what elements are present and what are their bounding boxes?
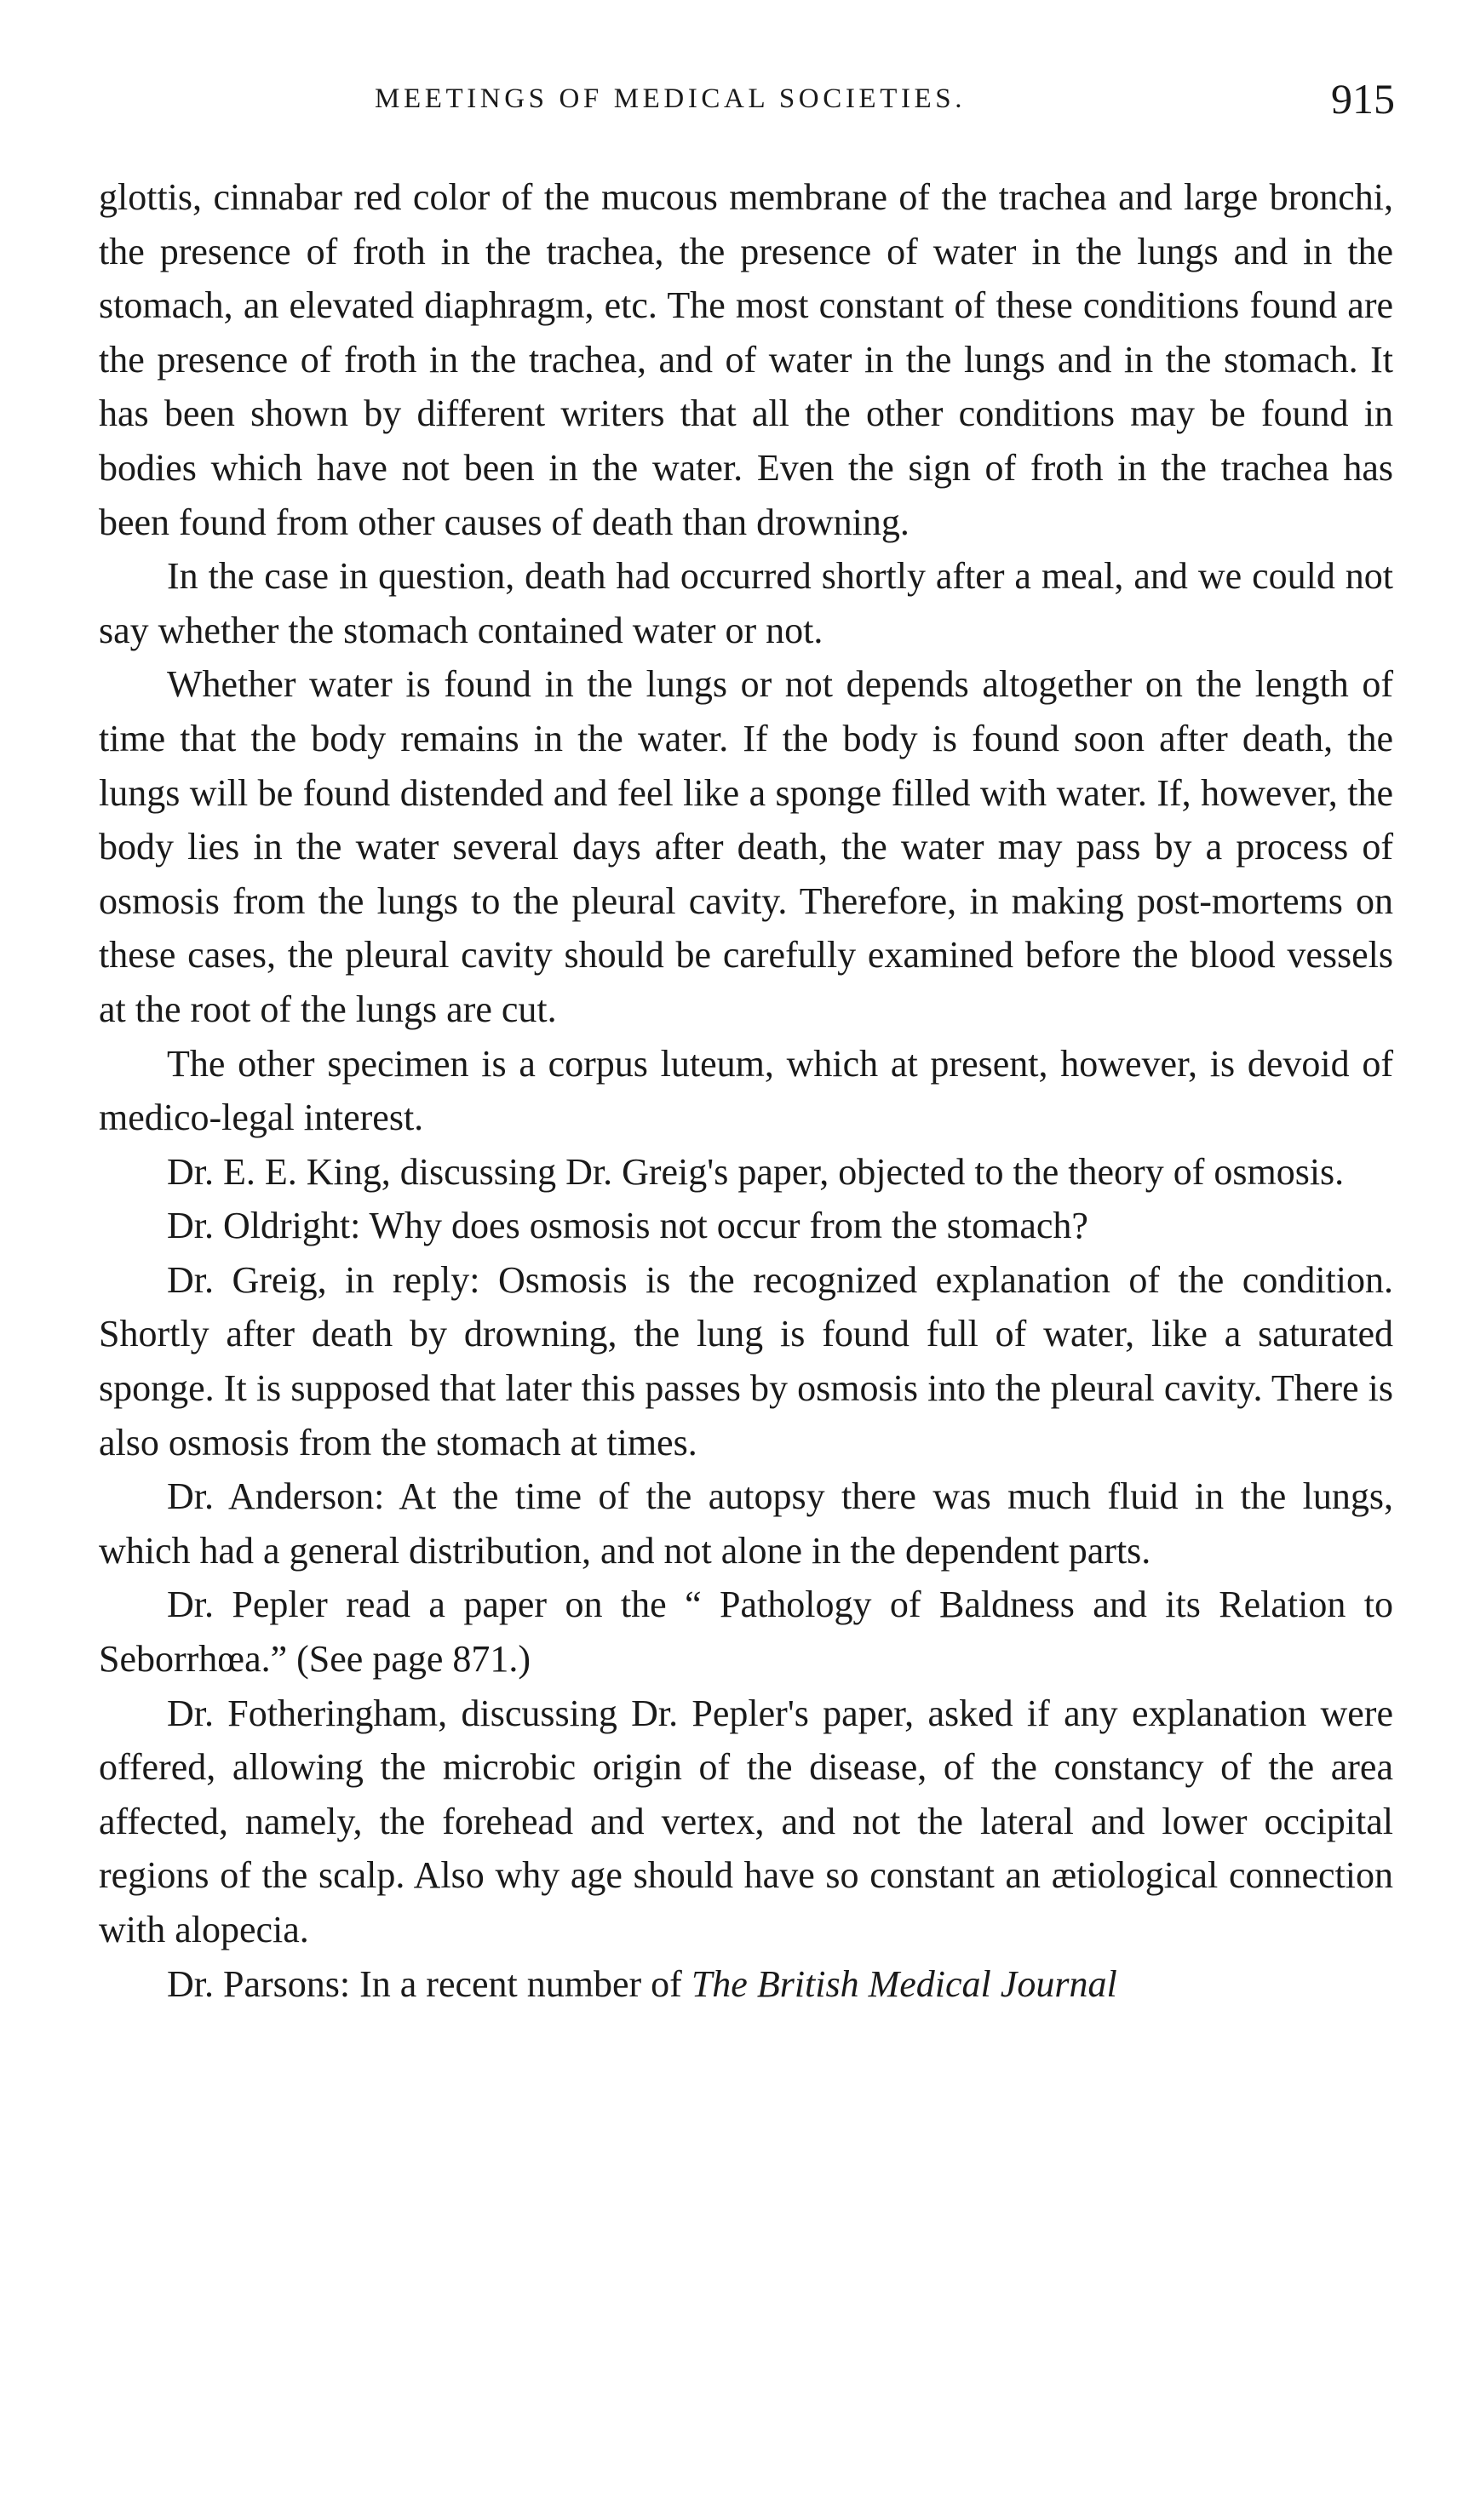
body-text <box>99 170 1393 2011</box>
paragraph-text: Dr. Parsons: In a recent number of <box>167 1962 691 2005</box>
running-title: MEETINGS OF MEDICAL SOCIETIES. <box>375 83 967 114</box>
paragraph: In the case in question, death had occurred shortly after a meal, and we could not say whether the stomach contained water or not. <box>99 555 1393 651</box>
paragraph: Dr. Anderson: At the time of the autopsy there was much fluid in the lungs, which had a general distribution, and not alone in the dependent parts. <box>99 1475 1393 1572</box>
journal-title: The British Medical Journal <box>691 1962 1117 2005</box>
paragraph: The other specimen is a corpus luteum, which at present, however, is devoid of medico-legal interest. <box>99 1042 1393 1139</box>
paragraph: Dr. Fotheringham, discussing Dr. Pepler's paper, asked if any explanation were offered, allowing the microbic origin of the disease, of the constancy of the area affected, namely, the forehead and vertex, and not the lateral and lower occipital regions of the scalp. Also why age should have so constant an ætiological connection with alopecia. <box>99 1692 1393 1950</box>
paragraph: Dr. Greig, in reply: Osmosis is the recognized explanation of the condition. Shortly after death by drowning, the lung is found full of water, like a saturated sponge. It is supposed that later this passes by osmosis into the pleural cavity. There is also osmosis from the stomach at times. <box>99 1258 1393 1463</box>
page-number: 915 <box>1331 75 1395 123</box>
paragraph-continued: glottis, cinnabar red color of the mucous membrane of the trachea and large bronchi, the presence of froth in the trachea, the presence of water in the lungs and in the stomach, an elevated diaphragm, etc. The most constant of these conditions found are the presence of froth in the trachea, and of water in the lungs and in the stomach. It has been shown by different writers that all the other conditions may be found in bodies which have not been in the water. Even the sign of froth in the trachea has been found from other causes of death than drowning. <box>99 176 1393 543</box>
paragraph: Dr. E. E. King, discussing Dr. Greig's paper, objected to the theory of osmosis. <box>167 1150 1345 1193</box>
paragraph: Whether water is found in the lungs or not depends altogether on the length of time that the body remains in the water. If the body is found soon after death, the lungs will be found distended and feel like a sponge filled with water. If, however, the body lies in the water several days after death, the water may pass by a process of osmosis from the lungs to the pleural cavity. Therefore, in making post-mortems on these cases, the pleural cavity should be carefully examined before the blood vessels at the root of the lungs are cut. <box>99 663 1393 1030</box>
paragraph: Dr. Oldright: Why does osmosis not occur from the stomach? <box>167 1205 1088 1247</box>
page-header <box>100 75 1395 135</box>
paragraph: Dr. Pepler read a paper on the “ Pathology of Baldness and its Relation to Seborrhœa.” (See page 871.) <box>99 1584 1393 1681</box>
paragraph-final <box>99 1957 1393 2012</box>
